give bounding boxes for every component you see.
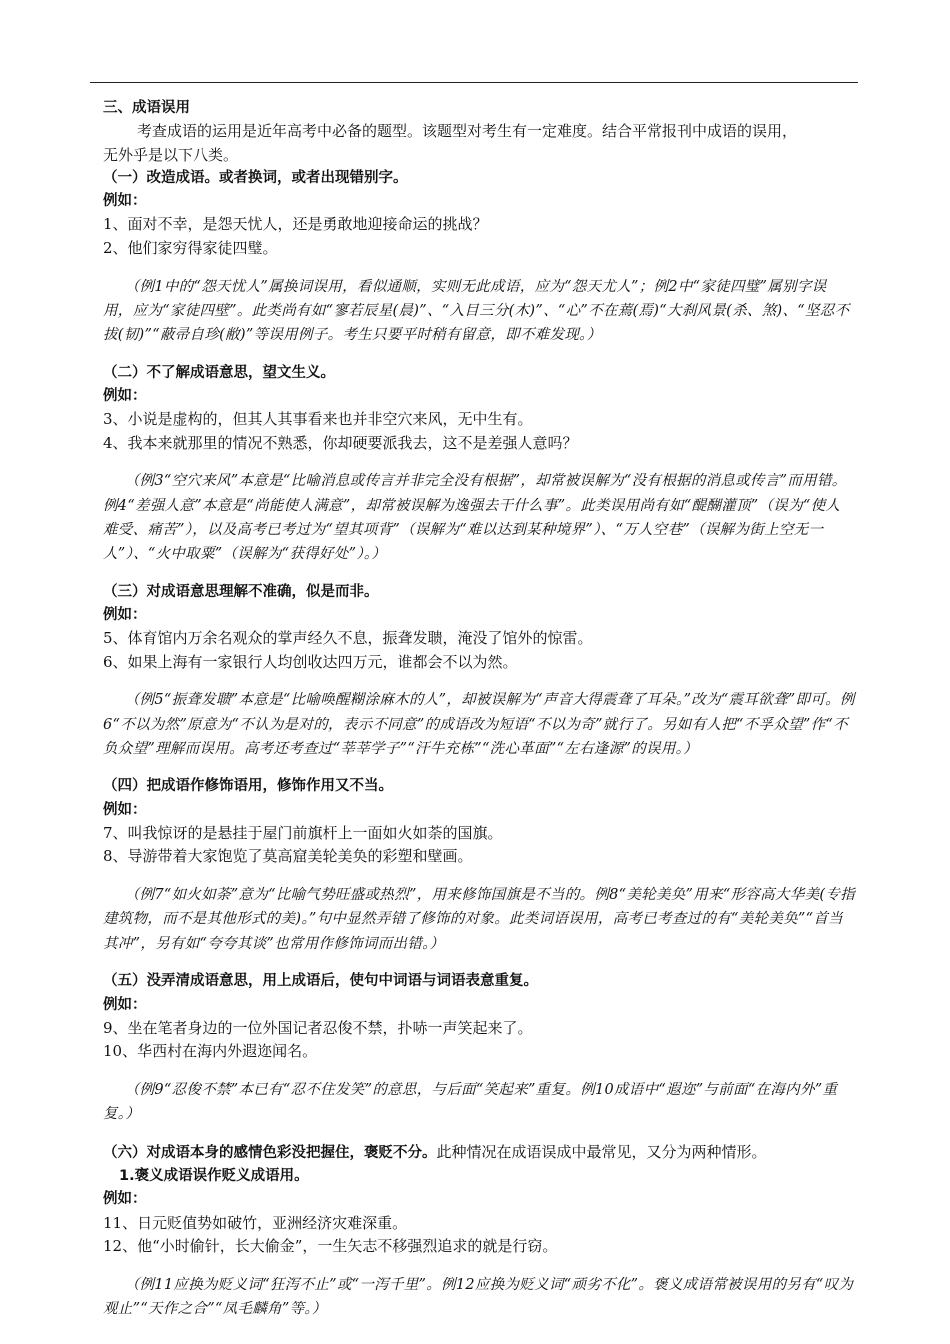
note-1: （例1中的“怨天忧人”属换词误用，看似通顺，实则无此成语，应为“怨天尤人”；例2中“家徒四璧”属别字误用，应为“家徒四壁”。此类尚有如“寥若辰星(晨)”、“入目三分(木)”、“心”不在蔫(焉)“大刹风景(杀、煞)、“坚忍不拔(韧)”“蔽帚自珍(敝)”等误用例子。考生只要平时稍有留意，即不难发现。）	[103, 278, 850, 343]
example-label: 例如：	[103, 801, 147, 818]
example-label: 例如：	[103, 996, 147, 1013]
intro-line-2: 无外乎是以下八类。	[103, 145, 239, 164]
header-rule	[90, 82, 858, 83]
example-12: 12、他“小时偷针，长大偷金”，一生矢志不移强烈追求的就是行窃。	[103, 1237, 558, 1256]
example-label: 例如：	[103, 606, 147, 623]
example-4: 4、我本来就那里的情况不熟悉，你却硬要派我去，这不是差强人意吗？	[103, 433, 578, 452]
example-9: 9、坐在笔者身边的一位外国记者忍俊不禁，扑哧一声笑起来了。	[103, 1018, 533, 1037]
example-2: 2、他们家穷得家徒四璧。	[103, 238, 278, 257]
note-3: （例5“振聋发聩”本意是“比喻唤醒糊涂麻木的人”，却被误解为“声音大得震聋了耳朵。”改为“震耳欲聋”即可。例6“不以为然”原意为“不认为是对的，表示不同意”的成语改为短语“不以为奇”就行了。另如有人把“不孚众望”作“不负众望”理解而误用。高考还考查过“莘莘学子”“汗牛充栋”“洗心革面”“左右逢源”的误用。）	[103, 692, 855, 757]
example-label: 例如：	[103, 193, 147, 210]
example-11: 11、日元贬值势如破竹，亚洲经济灾难深重。	[103, 1213, 408, 1232]
example-label: 例如：	[103, 1191, 147, 1208]
category-heading-2: （二）不了解成语意思，望文生义。	[103, 364, 335, 381]
category-heading-6	[103, 1141, 855, 1165]
category-heading-1: （一）改造成语。或者换词，或者出现错别字。	[103, 169, 408, 186]
example-3: 3、小说是虚构的，但其人其事看来也并非空穴来风，无中生有。	[103, 410, 533, 429]
document-content	[103, 97, 855, 1336]
category-heading-5: （五）没弄清成语意思，用上成语后，使句中词语与词语表意重复。	[103, 973, 538, 990]
example-5: 5、体育馆内万余名观众的掌声经久不息，振聋发聩，淹没了馆外的惊雷。	[103, 629, 593, 648]
note-2: （例3“空穴来风”本意是“比喻消息或传言并非完全没有根据”，却常被误解为“没有根据的消息或传言”而用错。例4“差强人意”本意是“尚能使人满意”，却常被误解为逸强去干什么事”。此类误用尚有如“醍醐灌顶”（误为“使人难受、痛苦”），以及高考已考过为“望其项背”（误解为“难以达到某种境界”）、“万人空巷”（误解为街上空无一人”）、“火中取粟”（误解为“获得好处”）。）	[103, 473, 847, 562]
category-heading-6-rest: 此种情况在成语误成中最常见，又分为两种情形。	[436, 1142, 767, 1161]
example-8: 8、导游带着大家饱览了莫高窟美轮美奂的彩塑和壁画。	[103, 847, 473, 866]
category-heading-3: （三）对成语意思理解不准确，似是而非。	[103, 583, 379, 600]
subheading-1: 1.褒义成语误作贬义成语用。	[119, 1168, 309, 1185]
category-heading-4: （四）把成语作修饰语用，修饰作用又不当。	[103, 778, 393, 795]
example-label: 例如：	[103, 387, 147, 404]
note-5: （例9“忍俊不禁”本已有“忍不住发笑”的意思，与后面“笑起来”重复。例10成语中“遐迩”与前面“在海内外”重复。）	[103, 1081, 838, 1123]
note-6: （例11应换为贬义词“狂泻不止”或“一泻千里”。例12应换为贬义词“顽劣不化”。褒义成语常被误用的另有“叹为观止”“天作之合”“凤毛麟角”等。）	[103, 1276, 854, 1318]
example-6: 6、如果上海有一家银行人均创收达四万元，谁都会不以为然。	[103, 652, 518, 671]
category-heading-6-bold: （六）对成语本身的感情色彩没把握住，褒贬不分。	[103, 1144, 437, 1161]
intro-line-1: 考查成语的运用是近年高考中必备的题型。该题型对考生有一定难度。结合平常报刊中成语的误用，	[137, 122, 798, 141]
example-1: 1、面对不幸，是怨天忧人，还是勇敢地迎接命运的挑战？	[103, 215, 488, 234]
example-7: 7、叫我惊讶的是悬挂于屋门前旗杆上一面如火如荼的国旗。	[103, 824, 503, 843]
section-title: 三、成语误用	[103, 100, 190, 116]
example-10: 10、华西村在海内外遐迩闻名。	[103, 1042, 318, 1061]
note-4: （例7“如火如荼”意为“比喻气势旺盛或热烈”，用来修饰国旗是不当的。例8“美轮美奂”用来“形容高大华美(专指建筑物，而不是其他形式的美)。”句中显然弄错了修饰的对象。此类词语误用，高考已考查过的有“美轮美奂”“首当其冲”，另有如“夸夸其谈”也常用作修饰词而出错。）	[103, 887, 855, 952]
